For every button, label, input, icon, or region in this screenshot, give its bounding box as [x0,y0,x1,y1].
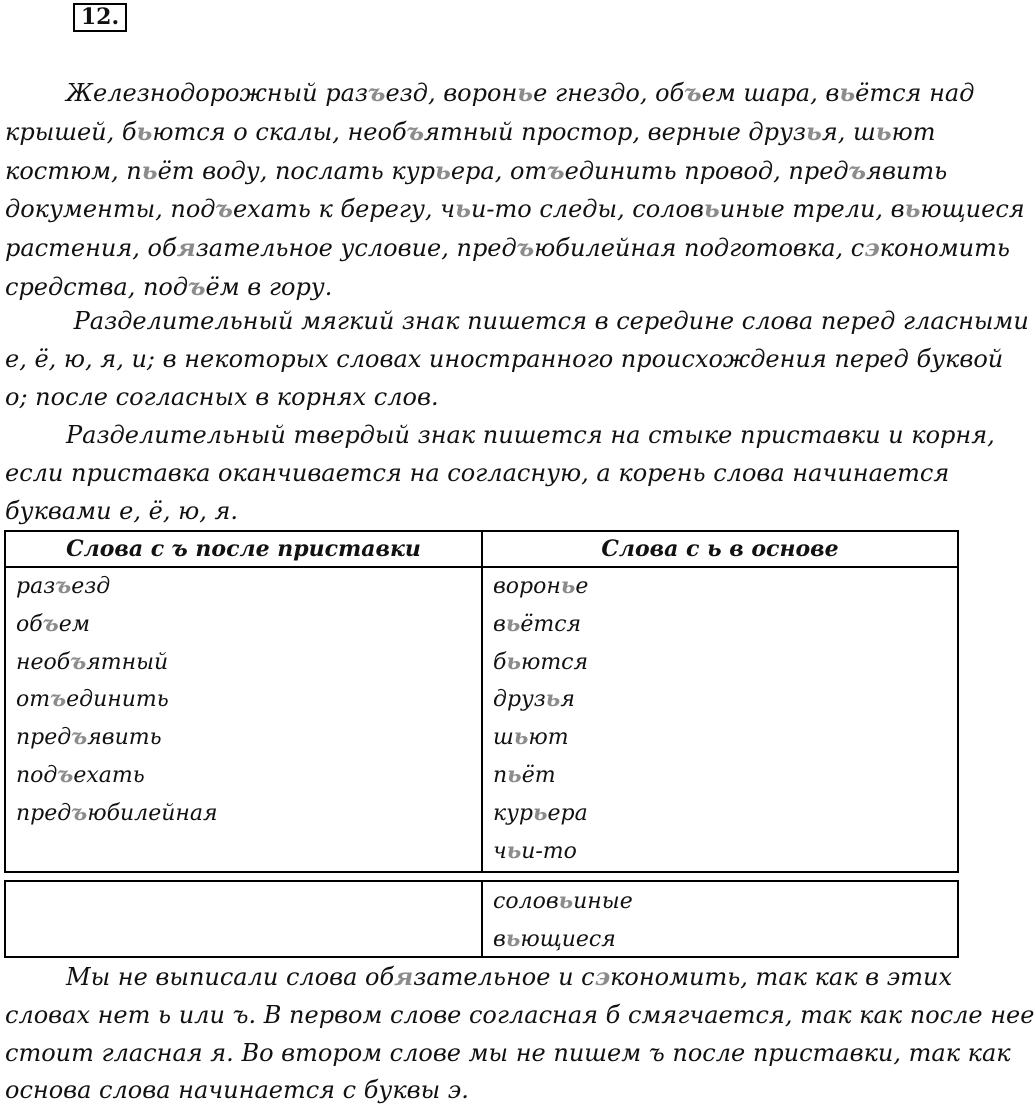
table-word [493,644,588,682]
text-segment: растения, об [5,234,177,263]
table-word [493,921,616,959]
text-segment: пред [16,800,72,826]
text-segment: явить [866,156,948,185]
table-word [16,719,162,757]
highlighted-letter: ъ [368,78,386,107]
highlighted-letter: ь [875,116,892,146]
table-word [16,568,110,606]
text-segment: солов [493,889,559,914]
text-segment: Железнодорожный раз [5,79,368,107]
table-word [16,644,168,682]
highlighted-letter: ъ [57,762,74,788]
text-line [5,379,955,417]
text-segment: зательное и с [413,963,595,991]
text-segment: костюм, п [5,156,142,185]
highlighted-letter: ъ [516,233,535,263]
table-word [493,757,556,795]
highlighted-letter: ь [703,194,720,224]
text-line [5,152,955,191]
text-line [5,341,1004,379]
text-segment: ём в гору. [205,272,333,301]
highlighted-letter: ь [507,762,522,788]
text-segment: ют [528,725,569,751]
text-segment: ются [520,649,589,675]
text-segment: ющиеся [920,195,1025,224]
text-segment: езд, ворон [385,79,518,107]
header-divider [6,566,957,568]
text-segment: раз [16,574,56,599]
text-line [5,113,955,152]
highlighted-letter: я [394,962,414,991]
table-word [16,681,169,719]
highlighted-letter: ь [560,573,576,599]
table-word [493,833,577,871]
text-segment: ются о скалы, необ [152,117,407,146]
highlighted-letter: ь [136,116,153,146]
table-word [493,606,581,644]
text-segment: п [493,763,508,788]
header-hard-sign: Слова с ъ после приставки [66,536,421,562]
highlighted-letter: ъ [71,799,88,826]
column-divider [481,882,483,956]
text-segment: юбилейная подготовка, с [534,234,865,263]
header-soft-sign: Слова с ь в основе [601,536,839,562]
table-word [16,606,90,644]
table-word [493,568,588,606]
text-line [5,417,995,455]
task-number-badge: 12. [73,3,127,32]
text-line [5,1072,955,1110]
text-segment: кономить [879,234,1010,263]
highlighted-letter: ъ [55,573,72,599]
text-segment: ётся над [855,79,975,107]
text-segment: буквами е, ё, ю, я. [5,496,238,525]
highlighted-letter: э [594,962,611,991]
highlighted-letter: ъ [42,610,59,637]
text-segment: от [16,687,51,713]
text-segment: е, ё, ю, я, и; в некоторых словах иностранного происхождения перед буквой [5,344,1004,373]
text-segment: ворон [493,574,561,599]
text-segment: единить провод, пред [564,156,849,185]
text-line [5,997,1034,1035]
text-segment: документы, под [5,195,216,224]
text-segment: Разделительный твердый знак пишется на стыке приставки и корня, [5,421,995,449]
text-segment: ш [493,725,514,751]
text-line [5,958,955,997]
text-line [5,74,975,113]
text-segment: Мы не выписали слова об [5,963,395,991]
text-line [5,1035,1011,1073]
highlighted-letter: ь [805,116,822,146]
text-segment: ера, от [450,156,548,185]
table-word [493,883,633,921]
highlighted-letter: ъ [848,155,867,185]
text-line [5,455,955,493]
text-segment: я [560,687,575,713]
text-segment: ем [58,611,90,637]
text-segment: средства, под [5,272,189,301]
text-segment: ч [493,838,507,864]
text-segment: ётся [520,611,582,637]
text-segment: явить [87,725,162,751]
text-segment: крышей, б [5,117,137,146]
text-segment: если приставка оканчивается на согласную, а корень слова начинается [5,458,950,487]
highlighted-letter: ь [545,686,561,713]
text-segment: в [493,926,506,952]
text-segment: в [493,611,506,637]
extra-words-table [4,880,959,958]
text-segment: ют [891,117,936,146]
text-segment: кономить, так как в этих [610,963,952,991]
text-segment: словах нет ь или ъ. В первом слове согласная б смягчается, так как после нее [5,1000,1034,1029]
paragraph-hard-sign-rule [5,417,995,530]
text-line [5,190,1025,229]
text-segment: ёт [521,763,556,788]
text-segment: кур [493,800,533,826]
text-segment: и-то следы, солов [470,195,704,224]
highlighted-letter: ь [506,837,522,864]
highlighted-letter: ъ [188,271,206,301]
text-segment: единить [66,687,169,713]
text-segment: ёт воду, послать кур [157,156,435,185]
text-segment: ехать к берегу, ч [232,195,456,224]
words-table [4,530,959,873]
text-segment: е [575,574,589,599]
text-segment: е гнездо, об [533,79,685,107]
highlighted-letter: ь [513,724,529,751]
text-segment: ем шара, в [701,79,840,107]
highlighted-letter: ь [506,648,521,675]
text-segment: ющиеся [520,926,616,952]
highlighted-letter: ь [141,155,158,185]
text-segment: Разделительный мягкий знак пишется в середине слова перед гласными [5,307,1029,335]
text-segment: под [16,763,58,788]
text-segment: ера [547,800,588,826]
highlighted-letter: ъ [50,686,67,713]
column-divider [481,532,483,871]
text-segment: ятный простор, верные друз [424,117,806,146]
table-word [493,681,575,719]
text-segment: ятный [86,649,169,675]
highlighted-letter: ь [505,610,521,637]
highlighted-letter: ъ [684,78,702,107]
highlighted-letter: ь [532,799,548,826]
table-word [16,795,218,833]
highlighted-letter: ъ [70,648,87,675]
text-segment: основа слова начинается с буквы э. [5,1076,469,1105]
text-line [5,268,955,307]
highlighted-letter: я [176,233,196,263]
paragraph-conclusion [5,958,1034,1110]
highlighted-letter: ъ [71,724,88,751]
text-segment: о; после согласных в корнях слов. [5,382,439,411]
text-segment: зательное условие, пред [195,234,517,263]
highlighted-letter: ь [839,78,856,107]
text-segment: б [493,649,507,675]
highlighted-letter: ь [434,155,451,185]
paragraph-soft-sign-rule [5,303,1029,416]
text-segment: необ [16,649,71,675]
table-word [493,719,569,757]
text-line [5,493,955,531]
highlighted-letter: ь [904,194,921,224]
table-word [16,757,145,795]
text-segment: друз [493,687,546,713]
text-line [5,303,1029,341]
text-line [5,229,1010,268]
text-segment: я, ш [821,117,876,146]
highlighted-letter: ь [558,888,574,914]
text-segment: об [16,611,43,637]
text-segment: пред [16,725,72,751]
text-segment: езд [71,574,111,599]
text-segment: ехать [73,763,145,788]
text-segment: и-то [521,838,577,864]
text-segment: иные [573,889,633,914]
highlighted-letter: ь [505,925,521,952]
text-segment: юбилейная [87,800,218,826]
highlighted-letter: ъ [547,155,565,185]
highlighted-letter: ъ [406,116,425,146]
table-word [493,795,588,833]
text-segment: иные трели, в [719,195,905,224]
highlighted-letter: э [864,233,880,263]
highlighted-letter: ь [517,78,534,107]
text-segment: стоит гласная я. Во втором слове мы не пишем ъ после приставки, так как [5,1038,1011,1067]
paragraph-word-list [5,74,1025,307]
highlighted-letter: ь [455,194,471,224]
highlighted-letter: ъ [215,194,233,224]
